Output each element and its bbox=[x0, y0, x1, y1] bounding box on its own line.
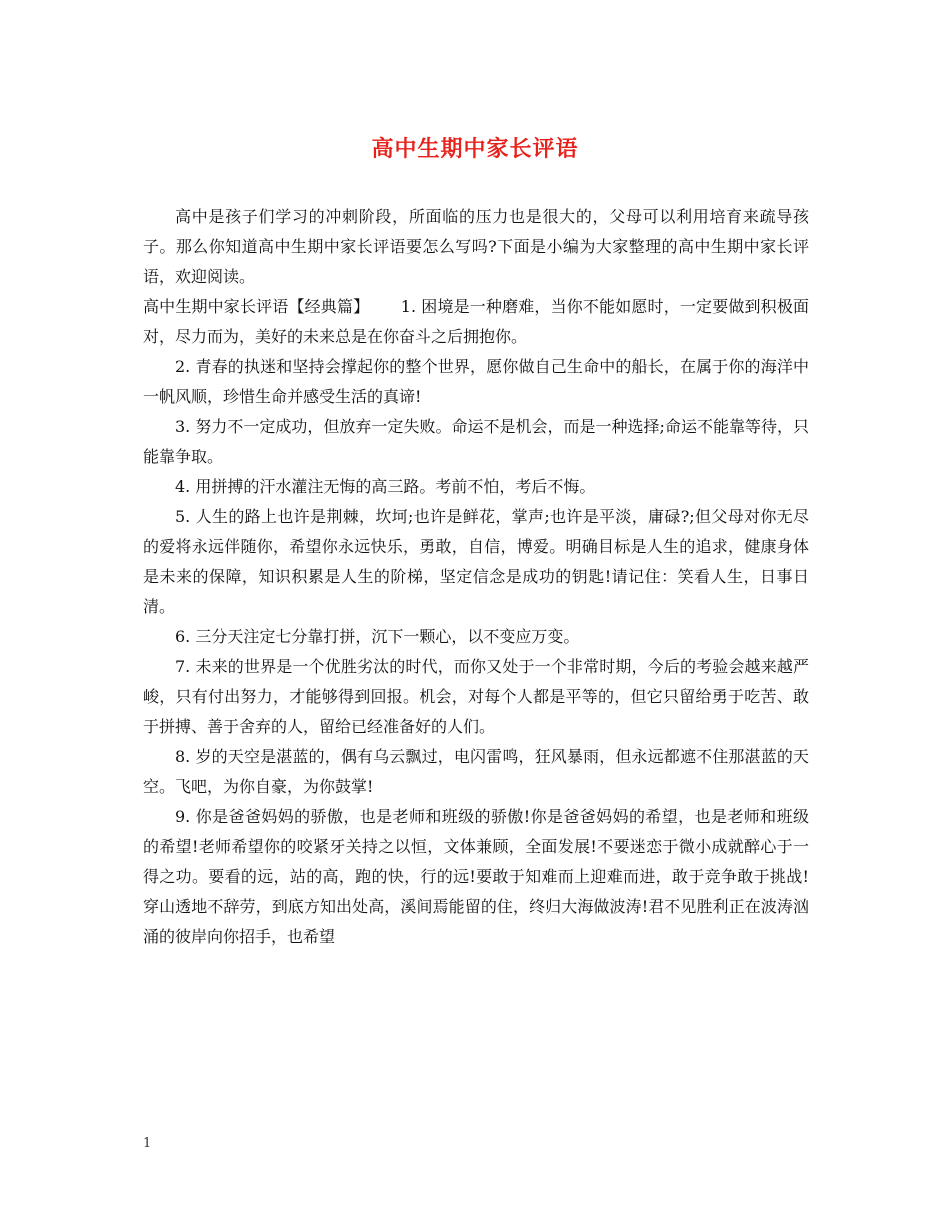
list-item: 5. 人生的路上也许是荆棘，坎坷;也许是鲜花，掌声;也许是平淡，庸碌?;但父母对你无尽的爱将永远伴随你，希望你永远快乐，勇敢，自信，博爱。明确目标是人生的追求，健康身体是未来的保障，知识积累是人生的阶梯，坚定信念是成功的钥匙!请记住：笑看人生，日事日清。 bbox=[143, 507, 809, 616]
section-paragraph bbox=[143, 292, 809, 352]
section-heading: 高中生期中家长评语【经典篇】 bbox=[143, 297, 370, 316]
list-item: 1. 困境是一种磨难，当你不能如愿时，一定要做到积极面对，尽力而为，美好的未来总是在你奋斗之后拥抱你。 bbox=[143, 297, 809, 346]
list-item: 7. 未来的世界是一个优胜劣汰的时代，而你又处于一个非常时期，今后的考验会越来越严峻，只有付出努力，才能够得到回报。机会，对每个人都是平等的，但它只留给勇于吃苦、敢于拼搏、善于舍弃的人，留给已经准备好的人们。 bbox=[143, 657, 809, 736]
list-item: 3. 努力不一定成功，但放弃一定失败。命运不是机会，而是一种选择;命运不能靠等待，只能靠争取。 bbox=[143, 417, 809, 466]
list-item: 4. 用拼搏的汗水灌注无悔的高三路。考前不怕，考后不悔。 bbox=[175, 477, 596, 496]
intro-paragraph: 高中是孩子们学习的冲刺阶段，所面临的压力也是很大的，父母可以利用培育来疏导孩子。那么你知道高中生期中家长评语要怎么写吗?下面是小编为大家整理的高中生期中家长评语，欢迎阅读。 bbox=[143, 207, 809, 286]
document-body bbox=[143, 202, 809, 952]
document-title: 高中生期中家长评语 bbox=[371, 136, 579, 162]
page-number: 1 bbox=[143, 1136, 152, 1151]
list-item: 9. 你是爸爸妈妈的骄傲，也是老师和班级的骄傲!你是爸爸妈妈的希望，也是老师和班级的希望!老师希望你的咬紧牙关持之以恒，文体兼顾，全面发展!不要迷恋于微小成就醉心于一得之功。要看的远，站的高，跑的快，行的远!要敢于知难而上迎难而进，敢于竞争敢于挑战!穿山透地不辞劳，到底方知出处高，溪间焉能留的住，终归大海做波涛!君不见胜利正在波涛汹涌的彼岸向你招手，也希望 bbox=[143, 807, 809, 946]
list-item: 6. 三分天注定七分靠打拼，沉下一颗心，以不变应万变。 bbox=[175, 627, 580, 646]
list-item: 2. 青春的执迷和坚持会撑起你的整个世界，愿你做自己生命中的船长，在属于你的海洋中一帆风顺，珍惜生命并感受生活的真谛! bbox=[143, 357, 809, 406]
heading-gap bbox=[369, 297, 401, 316]
list-item: 8. 岁的天空是湛蓝的，偶有乌云飘过，电闪雷鸣，狂风暴雨，但永远都遮不住那湛蓝的天空。飞吧，为你自豪，为你鼓掌! bbox=[143, 747, 809, 796]
